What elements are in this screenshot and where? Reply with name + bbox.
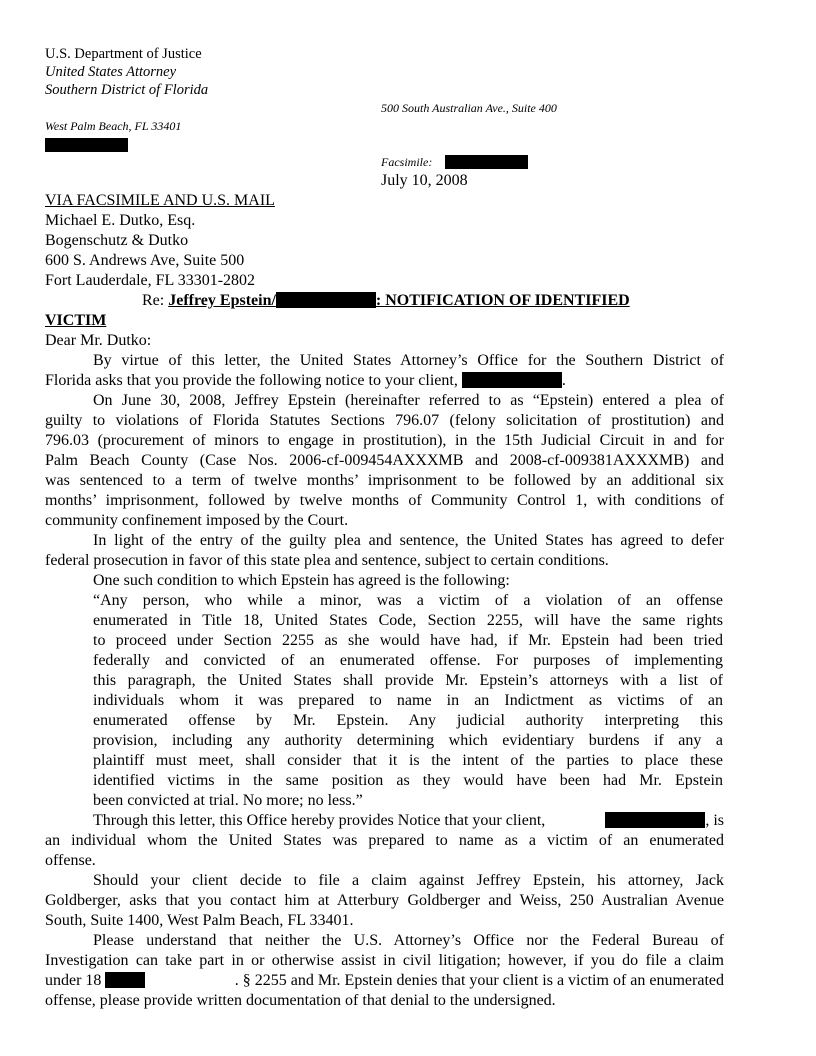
para2-line7: community confinement imposed by the Court. [45,512,349,529]
recipient-firm: Bogenschutz & Dutko [45,232,189,249]
office-name: United States Attorney [45,64,177,80]
para2-line5: was sentenced to a term of twelve months’ imprisonment to be followed by an additional six [45,472,724,489]
para3-line1: In light of the entry of the guilty plea and sentence, the United States has agreed to defer [93,532,724,549]
para2-line6: months’ imprisonment, followed by twelve months of Community Control 1, with conditions of [45,492,724,509]
re-line-cont: VICTIM [45,312,107,329]
para2-line1: On June 30, 2008, Jeffrey Epstein (hereinafter referred to as “Epstein) entered a plea of [93,392,724,409]
para4: One such condition to which Epstein has agreed is the following: [93,572,510,589]
para7-line3: under 18 . § 2255 and Mr. Epstein denies that your client is a victim of an enumerated [45,972,724,989]
facsimile-label: Facsimile: [381,155,433,169]
quote-line: been convicted at trial. No more; no less.” [93,792,363,809]
para5-line1: Through this letter, this Office hereby provides Notice that your client, , is [93,812,724,829]
para6-line3: South, Suite 1400, West Palm Beach, FL 33401. [45,912,354,929]
quote-line: enumerated in Title 18, United States Code, Section 2255, will have the same rights [93,612,723,629]
salutation: Dear Mr. Dutko: [45,332,152,349]
delivery-method: VIA FACSIMILE AND U.S. MAIL [45,192,275,209]
para1-line2: Florida asks that you provide the following notice to your client, . [45,372,566,389]
para5-line3: offense. [45,852,96,869]
para6-line2: Goldberger, asks that you contact him at Atterbury Goldberger and Weiss, 250 Australian Avenue [45,892,724,909]
para3-line2: federal prosecution in favor of this state plea and sentence, subject to certain conditions. [45,552,609,569]
para5-line2: an individual whom the United States was prepared to name as a victim of an enumerated [45,832,724,849]
quoted-condition [45,591,724,811]
department-name: U.S. Department of Justice [45,46,202,62]
para6-line1: Should your client decide to file a claim against Jeffrey Epstein, his attorney, Jack [93,872,724,889]
quote-line: “Any person, who while a minor, was a victim of a violation of an offense [93,592,723,609]
office-city: West Palm Beach, FL 33401 [45,119,182,133]
quote-line: to proceed under Section 2255 as she would have had, if Mr. Epstein had been tried [93,632,723,649]
district-name: Southern District of Florida [45,82,209,98]
para7-line2: Investigation can take part in or otherwise assist in civil litigation; however, if you do file a claim [45,952,724,969]
quote-line: provision, including any authority determining which evidentiary burdens if any a [93,732,723,749]
letter-body [45,191,724,1011]
redaction-client-2 [605,812,705,828]
recipient-street: 600 S. Andrews Ave, Suite 500 [45,252,245,269]
quote-line: this paragraph, the United States shall provide Mr. Epstein’s attorneys with a list of [93,672,723,689]
quote-line: individuals whom it was prepared to name in an Indictment as victims of an [93,692,723,709]
letter-date: July 10, 2008 [381,172,468,189]
para2-line2: guilty to violations of Florida Statutes Sections 796.07 (felony solicitation of prostitution) and [45,412,724,429]
redaction-re [276,292,376,308]
recipient-city: Fort Lauderdale, FL 33301-2802 [45,272,256,289]
quote-line: plaintiff must meet, shall consider that it is the intent of the parties to place these [93,752,723,769]
recipient-name: Michael E. Dutko, Esq. [45,212,196,229]
para2-line4: Palm Beach County (Case Nos. 2006-cf-009454AXXXMB and 2008-cf-009381AXXXMB) and [45,452,724,469]
para1-line1: By virtue of this letter, the United States Attorney’s Office for the Southern District of [93,352,724,369]
quote-line: enumerated offense by Mr. Epstein. Any judicial authority interpreting this [93,712,723,729]
para7-line1: Please understand that neither the U.S. Attorney’s Office nor the Federal Bureau of [93,932,724,949]
para7-line4: offense, please provide written documentation of that denial to the undersigned. [45,992,556,1009]
redaction-client [462,372,562,388]
para2-line3: 796.03 (procurement of minors to engage in prostitution), in the 15th Judicial Circuit in and for [45,432,724,449]
redaction-facsimile [445,155,528,169]
redaction-usc [105,972,145,988]
office-address: 500 South Australian Ave., Suite 400 [381,101,557,115]
quote-line: identified victims in the same position as they would have been had Mr. Epstein [93,772,723,789]
redaction-phone [45,138,128,152]
re-line: Re: Jeffrey Epstein/ : NOTIFICATION OF IDENTIFIED [142,292,630,309]
quote-line: federally and convicted of an enumerated offense. For purposes of implementing [93,652,723,669]
